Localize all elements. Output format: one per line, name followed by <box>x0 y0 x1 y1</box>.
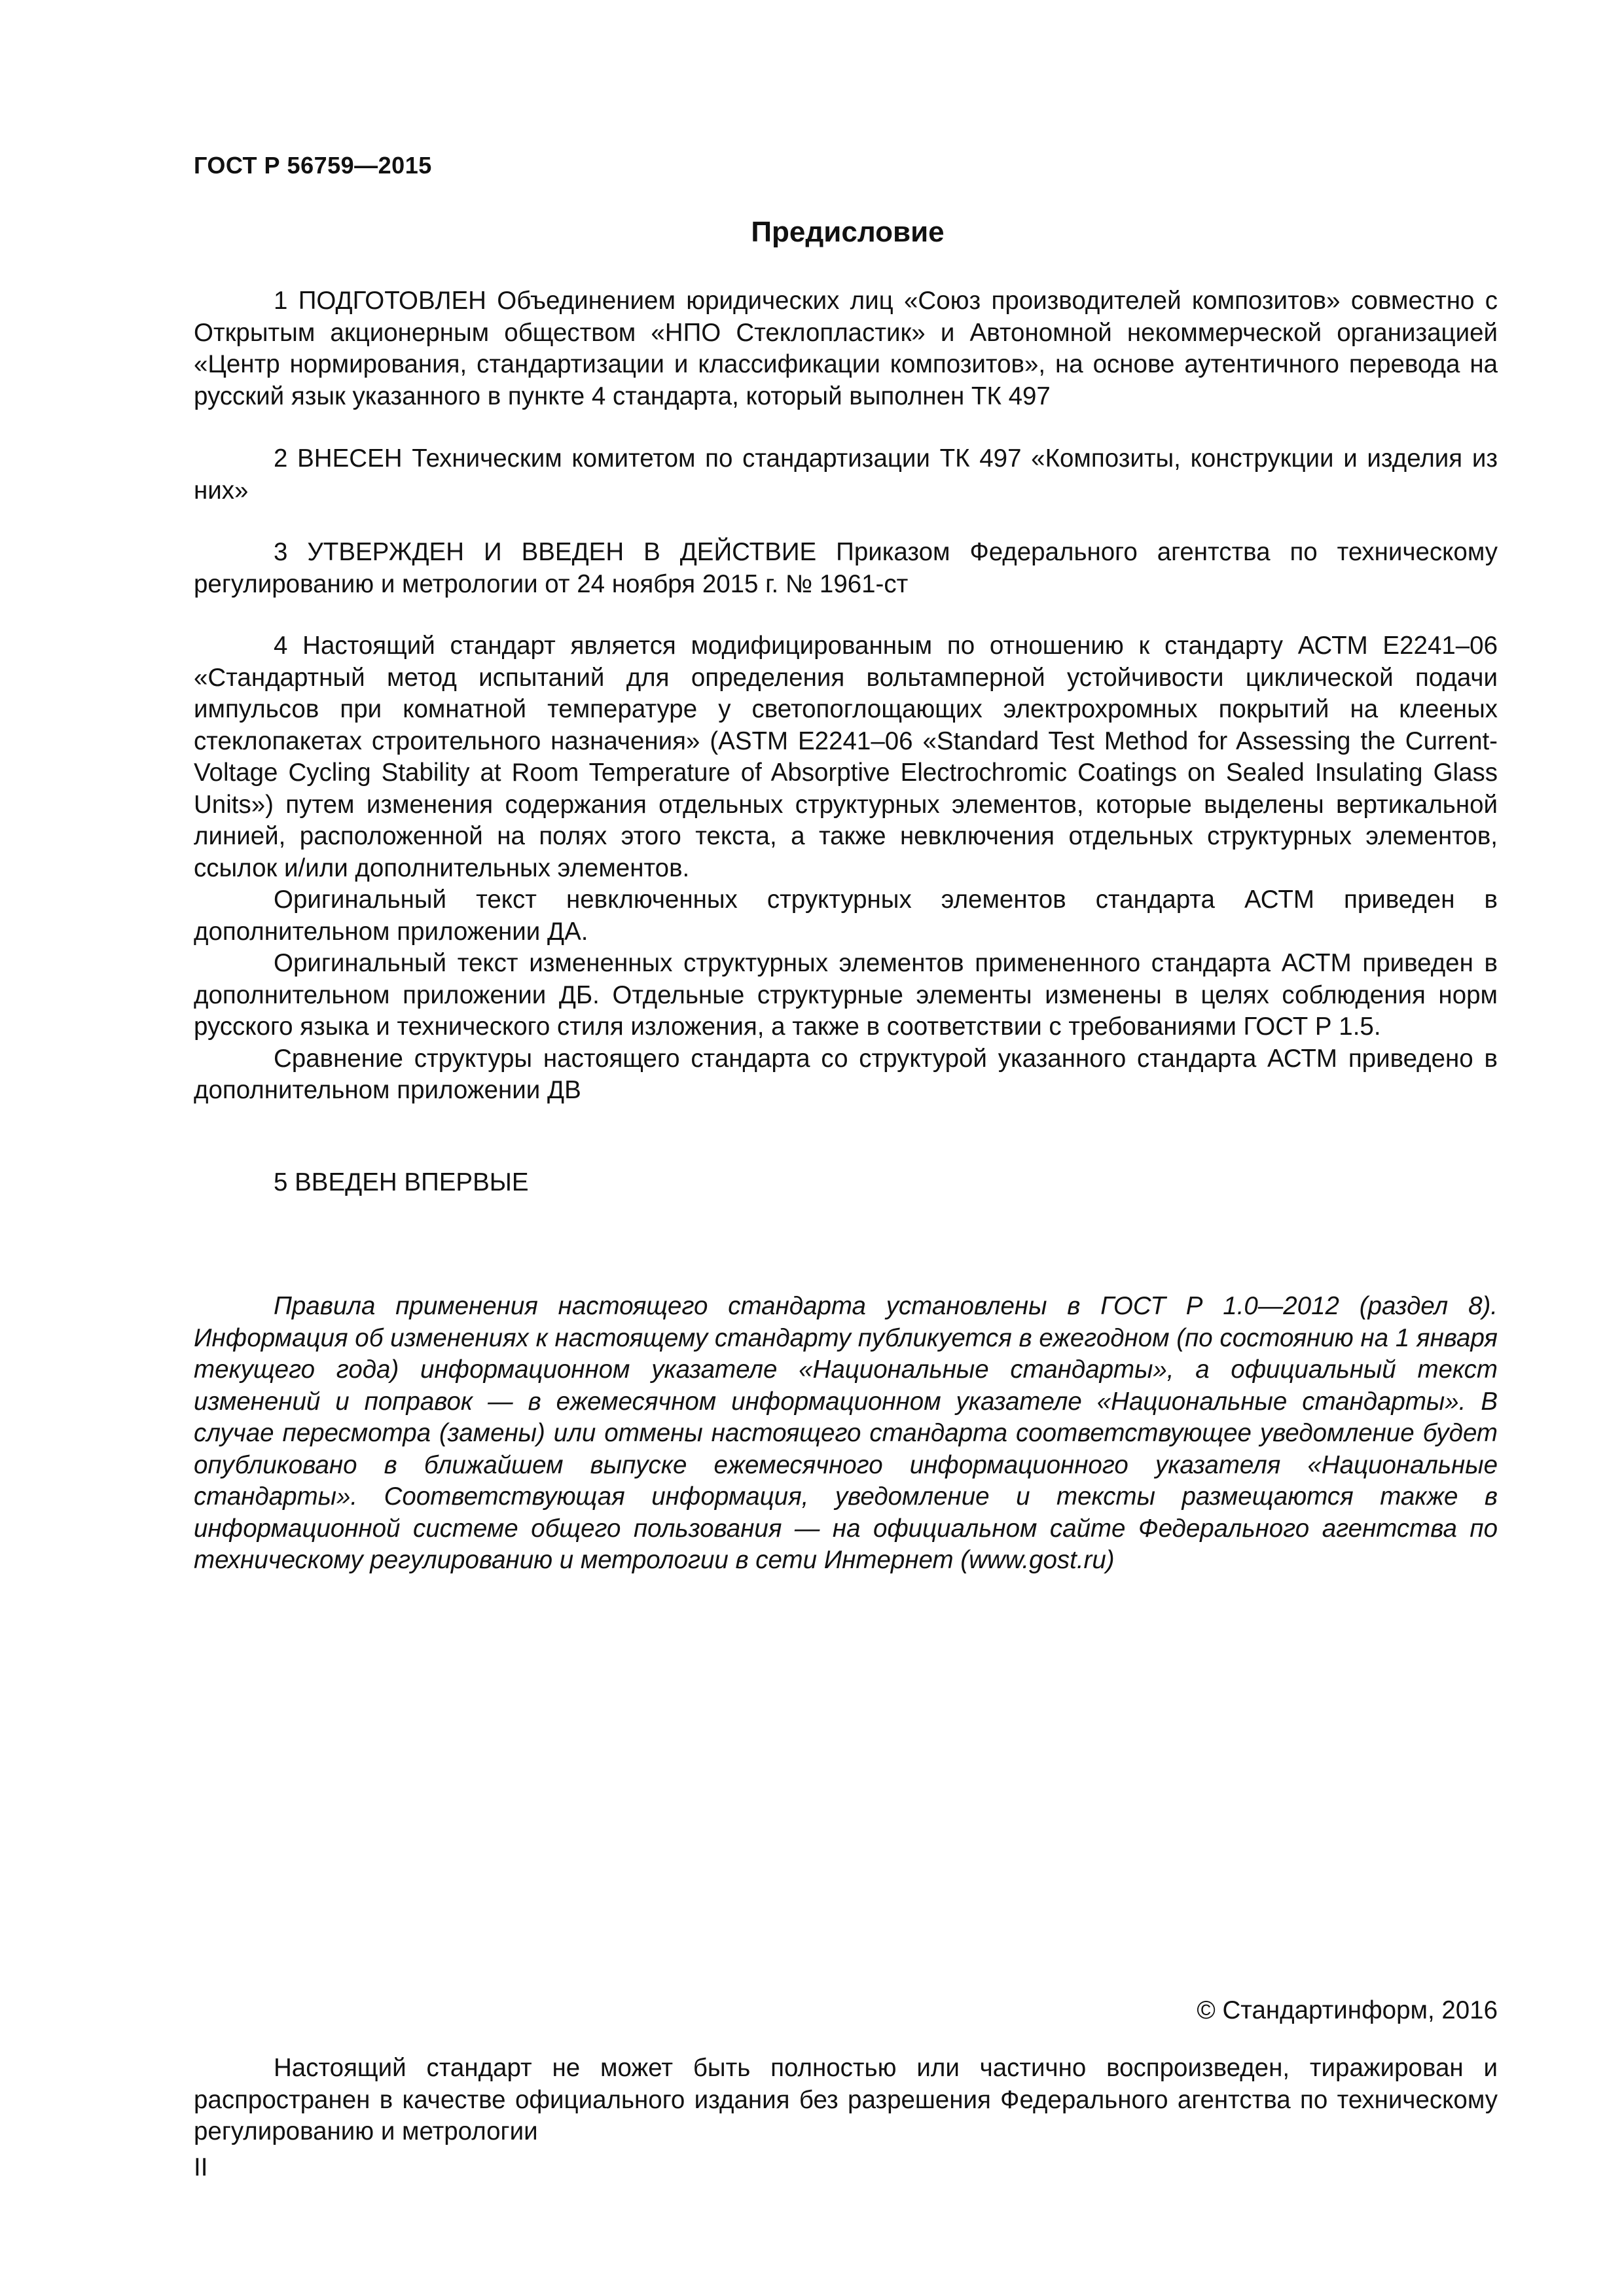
foreword-paragraph: Оригинальный текст невключенных структурных элементов стандарта АСТМ приведен в дополнительном приложении ДА. <box>194 886 1498 946</box>
foreword-paragraph: 5 ВВЕДЕН ВПЕРВЫЕ <box>274 1168 529 1196</box>
foreword-paragraph: 2 ВНЕСЕН Техническим комитетом по стандартизации ТК 497 «Композиты, конструкции и изделия из них» <box>194 444 1498 505</box>
foreword-paragraph: Сравнение структуры настоящего стандарта со структурой указанного стандарта АСТМ приведено в дополнительном приложении ДВ <box>194 1044 1498 1104</box>
italic-note-text: Правила применения настоящего стандарта установлены в ГОСТ Р 1.0—2012 (раздел 8). Информация об изменениях к настоящему стандарту публикуется в ежегодном (по состоянию на 1 января текущего года) информационном указателе «Национальные стандарты», а официальный текст изменений и поправок — в ежемесячном информационном указателе «Национальные стандарты». В случае пересмотра (замены) или отмены настоящего стандарта соответствующее уведомление будет опубликовано в ближайшем выпуске ежемесячного информационного указателя «Национальные стандарты». Соответствующая информация, уведомление и тексты размещаются также в информационной системе общего пользования — на официальном сайте Федерального агентства по техническому регулированию и метрологии в сети Интернет (www.gost.ru) <box>194 1292 1498 1574</box>
foreword-paragraph: 4 Настоящий стандарт является модифицированным по отношению к стандарту АСТМ Е2241–06 «Стандартный метод испытаний для определения вольтамперной устойчивости циклической подачи импульсов при комнатной температуре у светопоглощающих электрохромных покрытий на клееных стеклопакетах строительного назначения» (ASTM E2241–06 «Standard Test Method for Assessing the Current-Voltage Cycling Stability at Room Temperature of Absorptive Electrochromic Coatings on Sealed Insulating Glass Units») путем изменения содержания отдельных структурных элементов, которые выделены вертикальной линией, расположенной на полях этого текста, а также невключения отдельных структурных элементов, ссылок и/или дополнительных элементов. <box>194 632 1498 882</box>
page-title: Предисловие <box>751 216 945 248</box>
foreword-section-2 <box>194 443 1498 507</box>
foreword-paragraph: Оригинальный текст измененных структурных элементов примененного стандарта АСТМ приведен в дополнительном приложении ДБ. Отдельные структурные элементы изменены в целях соблюдения норм русского языка и технического стиля изложения, а также в соответствии с требованиями ГОСТ Р 1.5. <box>194 949 1498 1041</box>
foreword-section-3 <box>194 537 1498 600</box>
application-rules-note <box>194 1291 1498 1577</box>
foreword-paragraph: 3 УТВЕРЖДЕН И ВВЕДЕН В ДЕЙСТВИЕ Приказом Федерального агентства по техническому регулированию и метрологии от 24 ноября 2015 г. № 1961-ст <box>194 538 1498 598</box>
foreword-paragraph: 1 ПОДГОТОВЛЕН Объединением юридических лиц «Союз производителей композитов» совместно с Открытым акционерным обществом «НПО Стеклопластик» и Автономной некоммерческой организацией «Центр нормирования, стандартизации и классификации композитов», на основе аутентичного перевода на русский язык указанного в пункте 4 стандарта, который выполнен ТК 497 <box>194 287 1498 410</box>
page-number: II <box>194 2153 208 2181</box>
foreword-section-1 <box>194 285 1498 412</box>
foreword-section-5 <box>194 1167 1498 1199</box>
copyright-notice: © Стандартинформ, 2016 <box>1197 1996 1498 2024</box>
document-code-header: ГОСТ Р 56759—2015 <box>194 152 432 179</box>
reproduction-notice <box>194 2053 1498 2148</box>
reproduction-notice-text: Настоящий стандарт не может быть полностью или частично воспроизведен, тиражирован и распространен в качестве официального издания без разрешения Федерального агентства по техническому регулированию и метрологии <box>194 2054 1498 2145</box>
foreword-section-4 <box>194 630 1498 1107</box>
